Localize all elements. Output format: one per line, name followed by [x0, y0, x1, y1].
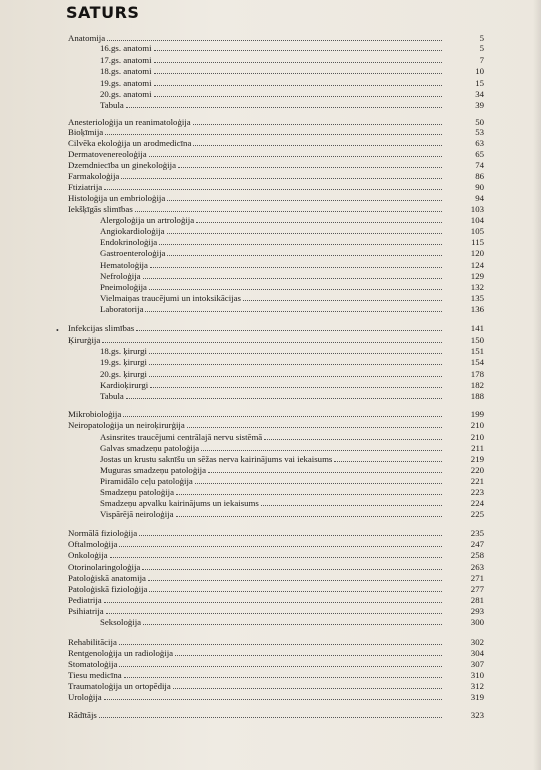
- dot-leader: [178, 167, 442, 168]
- toc-entry: [0, 171, 541, 181]
- dot-leader: [154, 85, 442, 86]
- toc-entry: [0, 78, 541, 88]
- dot-leader: [124, 677, 442, 678]
- dot-leader: [126, 107, 442, 108]
- toc-entry: [0, 237, 541, 247]
- toc-entry-label: Vielmaiņas traucējumi un intoksikācijas: [100, 293, 241, 303]
- toc-entry: [0, 304, 541, 314]
- toc-entry-page-number: 34: [475, 89, 484, 99]
- toc-entry-label: Rehabilitācija: [68, 637, 117, 647]
- dot-leader: [159, 244, 442, 245]
- dot-leader: [167, 255, 442, 256]
- toc-entry-label: Asinsrites traucējumi centrālajā nervu sistēmā: [100, 432, 263, 442]
- toc-entry-label: Mikrobioloģija: [68, 409, 122, 419]
- toc-entry: [0, 226, 541, 236]
- dot-leader: [176, 516, 443, 517]
- toc-entry: [0, 617, 541, 627]
- toc-entry-label: Iekšķīgās slimības: [68, 204, 133, 214]
- toc-entry-page-number: 307: [470, 659, 484, 669]
- toc-entry: [0, 539, 541, 549]
- dot-leader: [149, 591, 442, 592]
- toc-entry: [0, 380, 541, 390]
- toc-entry-page-number: 7: [479, 55, 484, 65]
- toc-entry-page-number: 225: [470, 509, 484, 519]
- dot-leader: [154, 62, 442, 63]
- toc-entry: [0, 409, 541, 419]
- toc-entry: [0, 193, 541, 203]
- toc-entry-page-number: 10: [475, 66, 484, 76]
- dot-leader: [149, 353, 442, 354]
- toc-entry-label: Bioķīmija: [68, 127, 104, 137]
- dot-leader: [208, 472, 442, 473]
- toc-entry: [0, 271, 541, 281]
- dot-leader: [105, 134, 442, 135]
- dot-leader: [261, 505, 442, 506]
- toc-entry: [0, 357, 541, 367]
- toc-entry-page-number: 210: [470, 420, 484, 430]
- toc-entry-page-number: 104: [470, 215, 484, 225]
- toc-entry-label: Otorinolaringoloģija: [68, 562, 141, 572]
- toc-entry-label: Tabula: [100, 100, 124, 110]
- toc-entry-label: Dermatovenereoloģija: [68, 149, 147, 159]
- toc-entry-label: Infekcijas slimības: [68, 323, 135, 333]
- dot-leader: [150, 267, 442, 268]
- toc-entry-page-number: 132: [470, 282, 484, 292]
- toc-entry: [0, 260, 541, 270]
- toc-entry-page-number: 154: [470, 357, 484, 367]
- toc-entry-label: 20.gs. anatomi: [100, 89, 152, 99]
- dot-leader: [148, 580, 442, 581]
- toc-entry-page-number: 86: [475, 171, 484, 181]
- toc-entry-label: Uroloģija: [68, 692, 102, 702]
- toc-entry: [0, 182, 541, 192]
- dot-leader: [136, 330, 442, 331]
- toc-entry: [0, 606, 541, 616]
- dot-leader: [201, 450, 442, 451]
- toc-entry: [0, 323, 541, 333]
- toc-entry-label: Smadzeņu apvalku kairinājums un iekaisums: [100, 498, 259, 508]
- dot-leader: [149, 364, 442, 365]
- toc-entry-page-number: 103: [470, 204, 484, 214]
- dot-leader: [104, 602, 442, 603]
- toc-entry-page-number: 219: [470, 454, 484, 464]
- toc-entry-label: Pediatrija: [68, 595, 102, 605]
- toc-entry-label: Anatomija: [68, 33, 106, 43]
- toc-entry-page-number: 211: [471, 443, 484, 453]
- dot-leader: [154, 73, 442, 74]
- toc-entry-label: Normālā fizioloģija: [68, 528, 138, 538]
- toc-entry-label: Piramidālo ceļu patoloģija: [100, 476, 193, 486]
- toc-entry-page-number: 263: [470, 562, 484, 572]
- toc-entry-page-number: 50: [475, 117, 484, 127]
- toc-entry-page-number: 150: [470, 335, 484, 345]
- toc-entry: [0, 55, 541, 65]
- dot-leader: [173, 688, 442, 689]
- toc-entry-label: Rādītājs: [68, 710, 97, 720]
- toc-entry: [0, 550, 541, 560]
- dot-leader: [139, 535, 442, 536]
- toc-entry: [0, 573, 541, 583]
- toc-entry: [0, 562, 541, 572]
- toc-entry-page-number: 135: [470, 293, 484, 303]
- toc-entry: [0, 670, 541, 680]
- toc-entry-label: Seksoloģija: [100, 617, 142, 627]
- toc-entry-page-number: 247: [470, 539, 484, 549]
- toc-entry: [0, 498, 541, 508]
- toc-entry-page-number: 300: [470, 617, 484, 627]
- toc-entry: [0, 420, 541, 430]
- toc-entry-label: Tabula: [100, 391, 124, 401]
- toc-entry-page-number: 90: [475, 182, 484, 192]
- toc-entry-page-number: 105: [470, 226, 484, 236]
- dot-leader: [143, 624, 442, 625]
- toc-entry: [0, 100, 541, 110]
- dot-leader: [176, 494, 442, 495]
- toc-entry-label: 16.gs. anatomi: [100, 43, 152, 53]
- toc-entry-page-number: 53: [475, 127, 484, 137]
- dot-leader: [119, 666, 442, 667]
- toc-entry: [0, 637, 541, 647]
- toc-entry-label: 19.gs. anatomi: [100, 78, 152, 88]
- page-title: SATURS: [66, 3, 140, 22]
- dot-leader: [154, 50, 442, 51]
- dot-leader: [193, 124, 442, 125]
- dot-leader: [167, 200, 442, 201]
- toc-entry-label: Ftiziatrija: [68, 182, 103, 192]
- dot-leader: [196, 222, 442, 223]
- dot-leader: [149, 156, 442, 157]
- toc-entry: [0, 346, 541, 356]
- toc-entry-label: Tiesu medicīna: [68, 670, 122, 680]
- toc-entry-label: Kardioķirurgi: [100, 380, 149, 390]
- toc-entry: [0, 487, 541, 497]
- toc-entry-label: Onkoloģija: [68, 550, 108, 560]
- page-edge-shadow: [533, 0, 541, 770]
- toc-entry-page-number: 182: [470, 380, 484, 390]
- toc-entry: [0, 43, 541, 53]
- toc-entry-page-number: 224: [470, 498, 484, 508]
- toc-entry-page-number: 136: [470, 304, 484, 314]
- toc-entry: [0, 117, 541, 127]
- dot-leader: [110, 557, 442, 558]
- toc-entry-page-number: 258: [470, 550, 484, 560]
- toc-entry-page-number: 63: [475, 138, 484, 148]
- toc-entry: [0, 282, 541, 292]
- toc-entry-page-number: 74: [475, 160, 484, 170]
- toc-entry: [0, 215, 541, 225]
- dot-leader: [126, 398, 442, 399]
- toc-entry-label: Jostas un krustu saknīšu un sēžas nerva kairinājums vai iekaisums: [100, 454, 333, 464]
- dot-leader: [334, 461, 442, 462]
- toc-entry-label: Angiokardioloģija: [100, 226, 165, 236]
- toc-entry-label: Endokrinoloģija: [100, 237, 158, 247]
- toc-entry: [0, 293, 541, 303]
- toc-entry: [0, 476, 541, 486]
- toc-entry-page-number: 199: [470, 409, 484, 419]
- toc-entry: [0, 584, 541, 594]
- toc-entry: [0, 369, 541, 379]
- toc-entry-page-number: 141: [470, 323, 484, 333]
- toc-entry-page-number: 235: [470, 528, 484, 538]
- toc-entry-page-number: 310: [470, 670, 484, 680]
- toc-entry: [0, 66, 541, 76]
- toc-entry-page-number: 129: [470, 271, 484, 281]
- toc-entry: [0, 681, 541, 691]
- toc-entry-label: Rentgenoloģija un radioloģija: [68, 648, 174, 658]
- dot-leader: [193, 145, 442, 146]
- toc-entry-page-number: 94: [475, 193, 484, 203]
- toc-entry-label: Cilvēka ekoloģija un arodmedicīna: [68, 138, 192, 148]
- toc-entry: [0, 391, 541, 401]
- toc-entry-label: Pneimoloģija: [100, 282, 147, 292]
- dot-leader: [143, 278, 442, 279]
- dot-leader: [195, 483, 442, 484]
- toc-entry-page-number: 115: [471, 237, 484, 247]
- toc-entry-page-number: 188: [470, 391, 484, 401]
- toc-entry: [0, 648, 541, 658]
- toc-entry-page-number: 312: [470, 681, 484, 691]
- toc-entry-label: Smadzeņu patoloģija: [100, 487, 175, 497]
- toc-entry-label: Hematoloģija: [100, 260, 148, 270]
- toc-entry: [0, 138, 541, 148]
- dot-leader: [104, 189, 442, 190]
- toc-entry: [0, 204, 541, 214]
- dot-leader: [145, 311, 442, 312]
- toc-entry-label: Patoloģiskā anatomija: [68, 573, 146, 583]
- dot-leader: [107, 40, 442, 41]
- toc-entry-label: Muguras smadzeņu patoloģija: [100, 465, 207, 475]
- toc-entry: [0, 248, 541, 258]
- dot-leader: [121, 178, 442, 179]
- toc-entry-page-number: 323: [470, 710, 484, 720]
- toc-entry: [0, 509, 541, 519]
- toc-entry-page-number: 5: [479, 43, 484, 53]
- toc-entry: [0, 443, 541, 453]
- toc-entry: [0, 659, 541, 669]
- toc-entry-page-number: 221: [470, 476, 484, 486]
- toc-entry-label: Vispārējā neiroloģija: [100, 509, 174, 519]
- toc-entry-page-number: 293: [470, 606, 484, 616]
- dot-leader: [167, 233, 443, 234]
- toc-entry-page-number: 65: [475, 149, 484, 159]
- toc-entry-page-number: 5: [479, 33, 484, 43]
- toc-entry-label: Alergoloģija un artroloģija: [100, 215, 195, 225]
- dot-leader: [149, 289, 442, 290]
- toc-entry-label: Anesterioloģija un reanimatoloģija: [68, 117, 191, 127]
- dot-leader: [119, 546, 442, 547]
- toc-entry-label: 18.gs. ķirurgi: [100, 346, 147, 356]
- toc-entry-page-number: 151: [470, 346, 484, 356]
- toc-entry-page-number: 124: [470, 260, 484, 270]
- toc-entry-label: Nefroloģija: [100, 271, 141, 281]
- toc-entry-label: 17.gs. anatomi: [100, 55, 152, 65]
- dot-leader: [104, 699, 442, 700]
- dot-leader: [149, 376, 442, 377]
- toc-entry-label: Oftalmoloģija: [68, 539, 118, 549]
- toc-entry-page-number: 277: [470, 584, 484, 594]
- toc-entry-label: Patoloģiskā fizioloģija: [68, 584, 148, 594]
- toc-entry-page-number: 210: [470, 432, 484, 442]
- toc-entry-label: Dzemdniecība un ginekoloģija: [68, 160, 176, 170]
- toc-entry: [0, 710, 541, 720]
- toc-entry: [0, 454, 541, 464]
- toc-entry: [0, 127, 541, 137]
- toc-entry-label: Laboratorija: [100, 304, 144, 314]
- toc-entry: [0, 149, 541, 159]
- toc-entry-label: Galvas smadzeņu patoloģija: [100, 443, 200, 453]
- toc-entry-label: Psihiatrija: [68, 606, 104, 616]
- toc-entry-label: Stomatoloģija: [68, 659, 118, 669]
- toc-entry-page-number: 223: [470, 487, 484, 497]
- toc-entry-label: Traumatoloģija un ortopēdija: [68, 681, 171, 691]
- toc-entry-page-number: 178: [470, 369, 484, 379]
- toc-entry-label: Farmakoloģija: [68, 171, 120, 181]
- dot-leader: [119, 644, 442, 645]
- toc-entry-page-number: 281: [470, 595, 484, 605]
- toc-entry: [0, 160, 541, 170]
- toc-entry-label: 18.gs. anatomi: [100, 66, 152, 76]
- dot-leader: [264, 439, 442, 440]
- toc-entry-label: Histoloģija un embrioloģija: [68, 193, 166, 203]
- dot-leader: [154, 96, 442, 97]
- toc-entry-label: Ķirurģija: [68, 335, 101, 345]
- margin-mark: •: [56, 326, 59, 335]
- dot-leader: [106, 613, 442, 614]
- toc-entry: [0, 432, 541, 442]
- dot-leader: [187, 427, 442, 428]
- toc-entry-page-number: 220: [470, 465, 484, 475]
- dot-leader: [123, 416, 442, 417]
- toc-entry-label: Neiropatoloģija un neiroķirurģija: [68, 420, 185, 430]
- toc-entry-page-number: 302: [470, 637, 484, 647]
- dot-leader: [175, 655, 442, 656]
- toc-entry-page-number: 304: [470, 648, 484, 658]
- toc-entry: [0, 595, 541, 605]
- toc-entry-page-number: 271: [470, 573, 484, 583]
- toc-entry-page-number: 120: [470, 248, 484, 258]
- toc-entry-label: 20.gs. ķirurgi: [100, 369, 147, 379]
- toc-entry-page-number: 319: [470, 692, 484, 702]
- toc-entry: [0, 89, 541, 99]
- toc-entry-label: Gastroenteroloģija: [100, 248, 166, 258]
- dot-leader: [243, 300, 442, 301]
- toc-entry: [0, 692, 541, 702]
- dot-leader: [135, 211, 442, 212]
- toc-entry: [0, 33, 541, 43]
- toc-entry: [0, 465, 541, 475]
- dot-leader: [99, 717, 442, 718]
- toc-entry-page-number: 39: [475, 100, 484, 110]
- dot-leader: [150, 387, 442, 388]
- toc-entry: [0, 335, 541, 345]
- dot-leader: [142, 569, 442, 570]
- toc-entry: [0, 528, 541, 538]
- dot-leader: [102, 342, 442, 343]
- toc-entry-label: 19.gs. ķirurgi: [100, 357, 147, 367]
- toc-entry-page-number: 15: [475, 78, 484, 88]
